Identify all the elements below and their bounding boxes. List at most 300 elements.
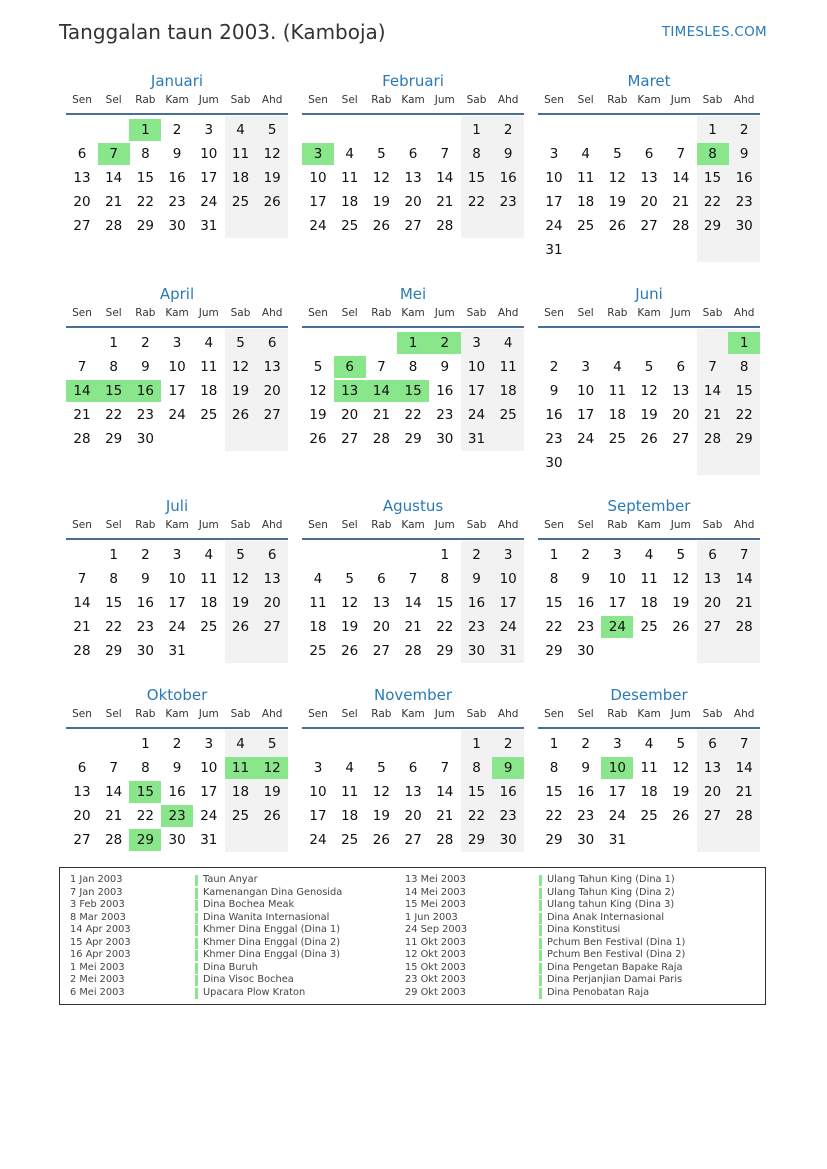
holiday-day-cell[interactable]: 9 (492, 757, 524, 779)
day-cell[interactable]: 30 (499, 832, 517, 848)
day-cell[interactable]: 22 (136, 808, 154, 824)
day-cell[interactable]: 18 (231, 170, 250, 186)
day-cell[interactable]: 1 (109, 335, 118, 351)
day-cell[interactable]: 19 (231, 383, 250, 399)
day-cell[interactable]: 6 (676, 359, 686, 375)
day-cell[interactable]: 28 (703, 431, 722, 447)
day-cell[interactable]: 31 (545, 242, 563, 258)
day-cell[interactable]: 15 (105, 595, 123, 611)
day-cell[interactable]: 13 (672, 383, 690, 399)
day-cell[interactable]: 27 (404, 832, 422, 848)
day-cell[interactable]: 4 (345, 760, 354, 776)
day-cell[interactable]: 8 (472, 146, 481, 162)
day-cell[interactable]: 30 (467, 643, 486, 659)
day-cell[interactable]: 28 (672, 218, 690, 234)
day-cell[interactable]: 4 (204, 547, 214, 563)
day-cell[interactable]: 18 (200, 383, 218, 399)
day-cell[interactable]: 3 (313, 760, 323, 776)
holiday-day-cell[interactable]: 14 (66, 380, 98, 402)
holiday-day-cell[interactable]: 3 (302, 143, 334, 165)
holiday-day-cell[interactable]: 16 (129, 380, 161, 402)
day-cell[interactable]: 25 (341, 218, 359, 234)
day-cell[interactable]: 20 (404, 194, 422, 210)
day-cell[interactable]: 25 (608, 431, 626, 447)
day-cell[interactable]: 21 (73, 619, 91, 635)
day-cell[interactable]: 24 (467, 407, 486, 423)
day-cell[interactable]: 1 (549, 736, 559, 752)
day-cell[interactable]: 23 (136, 619, 154, 635)
day-cell[interactable]: 10 (168, 571, 186, 587)
day-cell[interactable]: 11 (499, 359, 517, 375)
day-cell[interactable]: 15 (545, 595, 563, 611)
day-cell[interactable]: 11 (608, 383, 626, 399)
day-cell[interactable]: 27 (404, 218, 422, 234)
day-cell[interactable]: 10 (200, 146, 218, 162)
day-cell[interactable]: 25 (499, 407, 517, 423)
day-cell[interactable]: 10 (309, 170, 327, 186)
day-cell[interactable]: 19 (309, 407, 327, 423)
day-cell[interactable]: 25 (577, 218, 595, 234)
day-cell[interactable]: 4 (313, 571, 323, 587)
day-cell[interactable]: 23 (735, 194, 753, 210)
day-cell[interactable]: 6 (708, 547, 717, 563)
day-cell[interactable]: 6 (377, 571, 386, 587)
day-cell[interactable]: 3 (472, 335, 481, 351)
day-cell[interactable]: 26 (263, 194, 281, 210)
day-cell[interactable]: 7 (739, 736, 749, 752)
day-cell[interactable]: 7 (440, 760, 450, 776)
day-cell[interactable]: 5 (644, 359, 654, 375)
day-cell[interactable]: 24 (608, 808, 626, 824)
day-cell[interactable]: 4 (236, 122, 245, 138)
day-cell[interactable]: 27 (73, 218, 91, 234)
day-cell[interactable]: 16 (168, 170, 186, 186)
day-cell[interactable]: 10 (608, 571, 626, 587)
day-cell[interactable]: 18 (231, 784, 250, 800)
day-cell[interactable]: 19 (263, 170, 281, 186)
day-cell[interactable]: 1 (472, 122, 481, 138)
day-cell[interactable]: 22 (136, 194, 154, 210)
day-cell[interactable]: 23 (577, 619, 595, 635)
day-cell[interactable]: 3 (172, 547, 182, 563)
day-cell[interactable]: 17 (467, 383, 486, 399)
day-cell[interactable]: 8 (739, 359, 749, 375)
day-cell[interactable]: 26 (231, 619, 250, 635)
day-cell[interactable]: 8 (549, 571, 559, 587)
day-cell[interactable]: 23 (499, 808, 517, 824)
day-cell[interactable]: 3 (503, 547, 513, 563)
day-cell[interactable]: 14 (105, 784, 123, 800)
day-cell[interactable]: 22 (703, 194, 722, 210)
day-cell[interactable]: 28 (404, 643, 422, 659)
day-cell[interactable]: 20 (640, 194, 658, 210)
day-cell[interactable]: 14 (436, 784, 454, 800)
day-cell[interactable]: 17 (168, 383, 186, 399)
day-cell[interactable]: 11 (200, 359, 218, 375)
day-cell[interactable]: 18 (341, 194, 359, 210)
holiday-day-cell[interactable]: 12 (256, 757, 288, 779)
day-cell[interactable]: 18 (200, 595, 218, 611)
holiday-day-cell[interactable]: 1 (728, 332, 760, 354)
day-cell[interactable]: 13 (703, 760, 722, 776)
holiday-day-cell[interactable]: 7 (98, 143, 130, 165)
day-cell[interactable]: 2 (141, 335, 150, 351)
day-cell[interactable]: 29 (436, 643, 454, 659)
day-cell[interactable]: 30 (436, 431, 454, 447)
day-cell[interactable]: 7 (377, 359, 386, 375)
day-cell[interactable]: 29 (136, 218, 154, 234)
day-cell[interactable]: 4 (345, 146, 354, 162)
day-cell[interactable]: 12 (672, 571, 690, 587)
day-cell[interactable]: 19 (608, 194, 626, 210)
day-cell[interactable]: 13 (263, 359, 281, 375)
day-cell[interactable]: 20 (404, 808, 422, 824)
day-cell[interactable]: 18 (608, 407, 626, 423)
day-cell[interactable]: 12 (231, 571, 250, 587)
day-cell[interactable]: 8 (109, 571, 118, 587)
day-cell[interactable]: 13 (73, 170, 91, 186)
day-cell[interactable]: 10 (467, 359, 486, 375)
day-cell[interactable]: 22 (105, 407, 123, 423)
day-cell[interactable]: 1 (549, 547, 559, 563)
day-cell[interactable]: 31 (499, 643, 517, 659)
day-cell[interactable]: 15 (703, 170, 722, 186)
day-cell[interactable]: 21 (105, 194, 123, 210)
day-cell[interactable]: 2 (503, 122, 513, 138)
day-cell[interactable]: 30 (168, 832, 186, 848)
day-cell[interactable]: 14 (703, 383, 722, 399)
day-cell[interactable]: 5 (676, 736, 686, 752)
day-cell[interactable]: 15 (136, 170, 154, 186)
day-cell[interactable]: 16 (577, 784, 595, 800)
day-cell[interactable]: 9 (172, 146, 182, 162)
day-cell[interactable]: 30 (545, 455, 563, 471)
day-cell[interactable]: 2 (739, 122, 749, 138)
day-cell[interactable]: 8 (472, 760, 481, 776)
day-cell[interactable]: 17 (577, 407, 595, 423)
holiday-day-cell[interactable]: 13 (334, 380, 366, 402)
day-cell[interactable]: 13 (404, 170, 422, 186)
day-cell[interactable]: 12 (263, 146, 281, 162)
day-cell[interactable]: 14 (735, 571, 753, 587)
day-cell[interactable]: 20 (672, 407, 690, 423)
day-cell[interactable]: 8 (141, 760, 150, 776)
day-cell[interactable]: 28 (73, 643, 91, 659)
day-cell[interactable]: 5 (613, 146, 622, 162)
day-cell[interactable]: 16 (436, 383, 454, 399)
day-cell[interactable]: 21 (436, 194, 454, 210)
day-cell[interactable]: 18 (341, 808, 359, 824)
day-cell[interactable]: 17 (608, 595, 626, 611)
day-cell[interactable]: 29 (105, 431, 123, 447)
day-cell[interactable]: 27 (73, 832, 91, 848)
day-cell[interactable]: 28 (105, 218, 123, 234)
day-cell[interactable]: 11 (640, 571, 658, 587)
day-cell[interactable]: 29 (735, 431, 753, 447)
day-cell[interactable]: 3 (613, 736, 622, 752)
day-cell[interactable]: 1 (109, 547, 118, 563)
day-cell[interactable]: 19 (341, 619, 359, 635)
day-cell[interactable]: 2 (141, 547, 150, 563)
holiday-day-cell[interactable]: 11 (225, 757, 257, 779)
day-cell[interactable]: 30 (168, 218, 186, 234)
day-cell[interactable]: 25 (640, 808, 658, 824)
day-cell[interactable]: 11 (309, 595, 327, 611)
day-cell[interactable]: 20 (263, 383, 281, 399)
day-cell[interactable]: 11 (231, 146, 250, 162)
day-cell[interactable]: 29 (467, 832, 486, 848)
holiday-day-cell[interactable]: 8 (697, 143, 729, 165)
holiday-day-cell[interactable]: 23 (161, 805, 193, 827)
day-cell[interactable]: 7 (440, 146, 450, 162)
day-cell[interactable]: 4 (644, 547, 654, 563)
holiday-day-cell[interactable]: 2 (429, 332, 461, 354)
day-cell[interactable]: 18 (309, 619, 327, 635)
day-cell[interactable]: 18 (577, 194, 595, 210)
day-cell[interactable]: 17 (499, 595, 517, 611)
day-cell[interactable]: 12 (372, 170, 390, 186)
day-cell[interactable]: 9 (581, 760, 590, 776)
day-cell[interactable]: 11 (640, 760, 658, 776)
holiday-day-cell[interactable]: 15 (98, 380, 130, 402)
day-cell[interactable]: 22 (436, 619, 454, 635)
day-cell[interactable]: 2 (503, 736, 513, 752)
day-cell[interactable]: 5 (676, 547, 686, 563)
day-cell[interactable]: 28 (105, 832, 123, 848)
day-cell[interactable]: 11 (341, 170, 359, 186)
day-cell[interactable]: 12 (608, 170, 626, 186)
day-cell[interactable]: 9 (549, 383, 559, 399)
day-cell[interactable]: 24 (200, 194, 218, 210)
day-cell[interactable]: 22 (735, 407, 753, 423)
day-cell[interactable]: 12 (309, 383, 327, 399)
day-cell[interactable]: 3 (549, 146, 559, 162)
day-cell[interactable]: 17 (545, 194, 563, 210)
day-cell[interactable]: 1 (141, 736, 150, 752)
day-cell[interactable]: 10 (499, 571, 517, 587)
day-cell[interactable]: 30 (735, 218, 753, 234)
day-cell[interactable]: 3 (172, 335, 182, 351)
day-cell[interactable]: 8 (408, 359, 418, 375)
day-cell[interactable]: 16 (136, 595, 154, 611)
day-cell[interactable]: 4 (644, 736, 654, 752)
day-cell[interactable]: 12 (372, 784, 390, 800)
day-cell[interactable]: 21 (703, 407, 722, 423)
day-cell[interactable]: 31 (608, 832, 626, 848)
day-cell[interactable]: 24 (545, 218, 563, 234)
day-cell[interactable]: 6 (408, 760, 418, 776)
day-cell[interactable]: 8 (440, 571, 450, 587)
day-cell[interactable]: 10 (309, 784, 327, 800)
day-cell[interactable]: 19 (672, 595, 690, 611)
day-cell[interactable]: 4 (236, 736, 245, 752)
day-cell[interactable]: 4 (581, 146, 590, 162)
day-cell[interactable]: 2 (472, 547, 481, 563)
day-cell[interactable]: 23 (499, 194, 517, 210)
day-cell[interactable]: 8 (109, 359, 118, 375)
day-cell[interactable]: 22 (467, 808, 486, 824)
day-cell[interactable]: 27 (703, 808, 722, 824)
day-cell[interactable]: 27 (263, 407, 281, 423)
day-cell[interactable]: 26 (231, 407, 250, 423)
day-cell[interactable]: 15 (436, 595, 454, 611)
day-cell[interactable]: 16 (467, 595, 486, 611)
holiday-day-cell[interactable]: 1 (129, 119, 161, 141)
day-cell[interactable]: 13 (640, 170, 658, 186)
day-cell[interactable]: 27 (263, 619, 281, 635)
day-cell[interactable]: 29 (545, 832, 563, 848)
day-cell[interactable]: 21 (436, 808, 454, 824)
day-cell[interactable]: 31 (200, 832, 218, 848)
day-cell[interactable]: 10 (200, 760, 218, 776)
holiday-day-cell[interactable]: 24 (601, 616, 633, 638)
day-cell[interactable]: 9 (141, 571, 150, 587)
day-cell[interactable]: 14 (404, 595, 422, 611)
day-cell[interactable]: 26 (672, 619, 690, 635)
day-cell[interactable]: 10 (577, 383, 595, 399)
day-cell[interactable]: 29 (105, 643, 123, 659)
day-cell[interactable]: 17 (200, 170, 218, 186)
day-cell[interactable]: 6 (77, 760, 87, 776)
day-cell[interactable]: 15 (545, 784, 563, 800)
day-cell[interactable]: 26 (309, 431, 327, 447)
day-cell[interactable]: 5 (267, 736, 277, 752)
day-cell[interactable]: 1 (440, 547, 450, 563)
day-cell[interactable]: 28 (372, 431, 390, 447)
day-cell[interactable]: 6 (77, 146, 87, 162)
day-cell[interactable]: 27 (640, 218, 658, 234)
day-cell[interactable]: 7 (109, 760, 118, 776)
day-cell[interactable]: 11 (577, 170, 595, 186)
holiday-day-cell[interactable]: 15 (129, 781, 161, 803)
day-cell[interactable]: 24 (309, 832, 327, 848)
day-cell[interactable]: 2 (581, 547, 590, 563)
day-cell[interactable]: 8 (141, 146, 150, 162)
day-cell[interactable]: 7 (708, 359, 717, 375)
day-cell[interactable]: 22 (545, 808, 563, 824)
day-cell[interactable]: 30 (577, 832, 595, 848)
day-cell[interactable]: 20 (263, 595, 281, 611)
day-cell[interactable]: 6 (708, 736, 717, 752)
day-cell[interactable]: 15 (467, 170, 486, 186)
day-cell[interactable]: 16 (168, 784, 186, 800)
holiday-day-cell[interactable]: 15 (397, 380, 429, 402)
day-cell[interactable]: 5 (377, 146, 386, 162)
day-cell[interactable]: 17 (200, 784, 218, 800)
day-cell[interactable]: 29 (545, 643, 563, 659)
day-cell[interactable]: 7 (739, 547, 749, 563)
day-cell[interactable]: 18 (640, 595, 658, 611)
brand-link[interactable]: TIMESLES.COM (661, 24, 767, 40)
day-cell[interactable]: 19 (672, 784, 690, 800)
day-cell[interactable]: 21 (404, 619, 422, 635)
holiday-day-cell[interactable]: 14 (365, 380, 397, 402)
day-cell[interactable]: 1 (708, 122, 717, 138)
day-cell[interactable]: 24 (168, 619, 186, 635)
day-cell[interactable]: 5 (236, 547, 245, 563)
day-cell[interactable]: 27 (703, 619, 722, 635)
day-cell[interactable]: 13 (73, 784, 91, 800)
day-cell[interactable]: 17 (168, 595, 186, 611)
holiday-day-cell[interactable]: 29 (129, 829, 161, 851)
day-cell[interactable]: 15 (467, 784, 486, 800)
day-cell[interactable]: 23 (467, 619, 486, 635)
day-cell[interactable]: 21 (735, 784, 753, 800)
day-cell[interactable]: 12 (640, 383, 658, 399)
day-cell[interactable]: 3 (204, 736, 214, 752)
day-cell[interactable]: 22 (467, 194, 486, 210)
day-cell[interactable]: 7 (408, 571, 418, 587)
day-cell[interactable]: 21 (672, 194, 690, 210)
day-cell[interactable]: 12 (341, 595, 359, 611)
day-cell[interactable]: 9 (141, 359, 150, 375)
day-cell[interactable]: 19 (640, 407, 658, 423)
day-cell[interactable]: 18 (499, 383, 517, 399)
day-cell[interactable]: 9 (581, 571, 590, 587)
day-cell[interactable]: 26 (341, 643, 359, 659)
day-cell[interactable]: 25 (231, 808, 250, 824)
day-cell[interactable]: 14 (436, 170, 454, 186)
day-cell[interactable]: 5 (236, 335, 245, 351)
day-cell[interactable]: 23 (545, 431, 563, 447)
day-cell[interactable]: 9 (440, 359, 450, 375)
day-cell[interactable]: 30 (136, 431, 154, 447)
day-cell[interactable]: 26 (372, 832, 390, 848)
day-cell[interactable]: 16 (545, 407, 563, 423)
day-cell[interactable]: 9 (472, 571, 481, 587)
day-cell[interactable]: 26 (672, 808, 690, 824)
day-cell[interactable]: 28 (735, 619, 753, 635)
day-cell[interactable]: 13 (263, 571, 281, 587)
day-cell[interactable]: 2 (581, 736, 590, 752)
day-cell[interactable]: 13 (372, 595, 390, 611)
day-cell[interactable]: 7 (77, 571, 87, 587)
day-cell[interactable]: 4 (613, 359, 622, 375)
day-cell[interactable]: 27 (341, 431, 359, 447)
day-cell[interactable]: 14 (672, 170, 690, 186)
day-cell[interactable]: 16 (577, 595, 595, 611)
day-cell[interactable]: 28 (73, 431, 91, 447)
day-cell[interactable]: 19 (372, 194, 390, 210)
day-cell[interactable]: 6 (267, 335, 277, 351)
day-cell[interactable]: 21 (73, 407, 91, 423)
day-cell[interactable]: 14 (73, 595, 91, 611)
day-cell[interactable]: 29 (404, 431, 422, 447)
day-cell[interactable]: 13 (703, 571, 722, 587)
day-cell[interactable]: 22 (545, 619, 563, 635)
day-cell[interactable]: 24 (499, 619, 517, 635)
day-cell[interactable]: 4 (503, 335, 513, 351)
day-cell[interactable]: 22 (404, 407, 422, 423)
day-cell[interactable]: 27 (372, 643, 390, 659)
day-cell[interactable]: 31 (467, 431, 486, 447)
day-cell[interactable]: 17 (608, 784, 626, 800)
day-cell[interactable]: 14 (105, 170, 123, 186)
day-cell[interactable]: 23 (136, 407, 154, 423)
day-cell[interactable]: 7 (77, 359, 87, 375)
day-cell[interactable]: 31 (200, 218, 218, 234)
day-cell[interactable]: 30 (136, 643, 154, 659)
day-cell[interactable]: 23 (577, 808, 595, 824)
day-cell[interactable]: 2 (172, 122, 182, 138)
day-cell[interactable]: 20 (73, 808, 91, 824)
day-cell[interactable]: 17 (309, 194, 327, 210)
day-cell[interactable]: 4 (204, 335, 214, 351)
day-cell[interactable]: 25 (309, 643, 327, 659)
day-cell[interactable]: 6 (408, 146, 418, 162)
day-cell[interactable]: 31 (168, 643, 186, 659)
day-cell[interactable]: 23 (436, 407, 454, 423)
